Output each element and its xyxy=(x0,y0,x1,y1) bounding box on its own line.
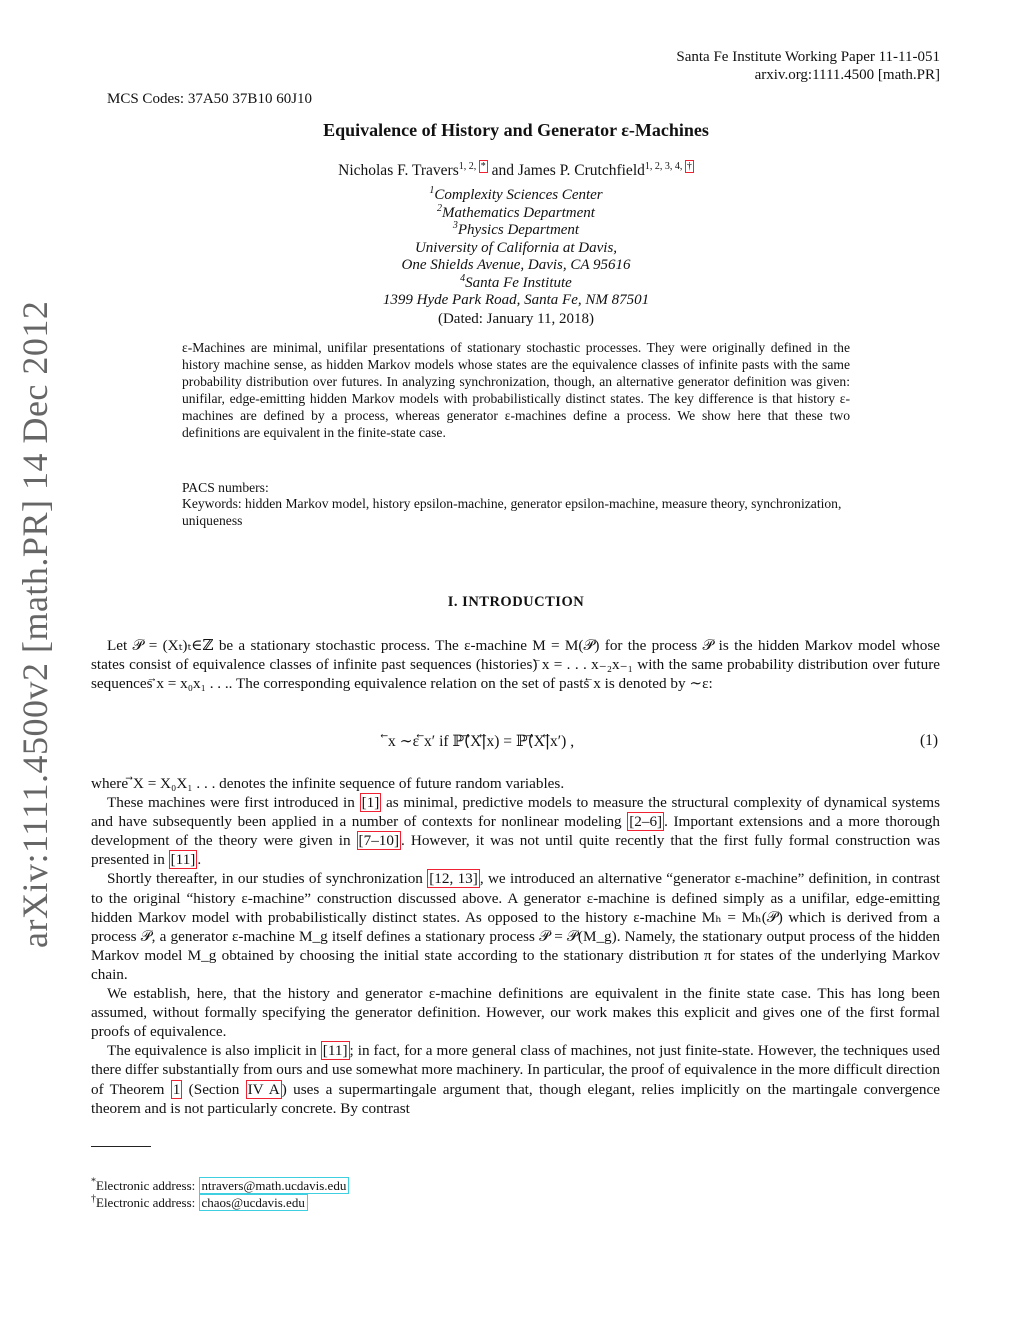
affiliations xyxy=(0,187,1024,310)
affiliation-line: One Shields Avenue, Davis, CA 95616 xyxy=(401,257,631,273)
author-travers: Nicholas F. Travers xyxy=(338,162,459,179)
paragraph-where: where ⃗X = X₀X₁ . . . denotes the infinite sequence of future random variables. xyxy=(91,775,565,792)
email-link-crutchfield[interactable]: chaos@ucdavis.edu xyxy=(199,1194,308,1211)
affiliation-line: University of California at Davis, xyxy=(414,239,618,256)
arxiv-sidebar-stamp: arXiv:1111.4500v2 [math.PR] 14 Dec 2012 xyxy=(15,300,55,948)
abstract: ε-Machines are minimal, unifilar presentations of stationary stochastic processes. They were originally defined in the history machine sense, as hidden Markov models whose states are the equivalence classes of infinite pasts with the same probability distribution over futures. In analyzing synchronization, though, an alternative generator definition was given: unifilar, edge-emitting hidden Markov models with probabilistically distinct states. The key difference is that history ε-machines are defined by a process, whereas generator ε-machines define a process. We show here that these two definitions are equivalent in the finite-state case. xyxy=(182,340,850,440)
author2-affil-sup: 1, 2, 3, 4, xyxy=(644,160,685,172)
affiliation-line: $^2$Mathematics Department xyxy=(437,202,595,221)
intro-text: Let 𝒫 = (Xₜ)ₜ∈ℤ be a stationary stochastic process. The ε-machine M = M(𝒫) for the process 𝒫 is the hidden Markov model whose states consist of equivalence classes of infinite past sequences (histories) ⃖x = . . . x₋₂x₋₁ with the same probability distribution over future sequences ⃗x = x₀x₁ . . .. The corresponding equivalence relation on the set of pasts ⃖x is denoted by ∼ε: xyxy=(91,637,940,693)
paragraph-history: These machines were first introduced in [1] as minimal, predictive models to measure the structural complexity of dynamical systems and have subsequently been applied in a number of contexts for nonlinear modeling [2–6] . Important extensions and a more thorough development of the theory were given in [7–10] . However, it was not until quite recently that the first fully formal construction was presented in [11] . xyxy=(91,794,940,869)
citation-link[interactable]: [2–6] xyxy=(629,813,663,831)
equation-number: (1) xyxy=(920,732,939,749)
body-text xyxy=(91,774,940,1118)
working-paper-number: Santa Fe Institute Working Paper 11-11-051 xyxy=(676,49,940,65)
footnote-link-dagger[interactable]: † xyxy=(686,160,692,172)
footnote-rule xyxy=(91,1146,151,1147)
intro-paragraph-1 xyxy=(91,636,940,693)
author-line xyxy=(0,162,1024,180)
theorem-link[interactable]: 1 xyxy=(172,1080,181,1098)
affiliation-line: $^4$Santa Fe Institute xyxy=(460,272,572,291)
pacs-numbers: PACS numbers: xyxy=(182,480,269,495)
author-crutchfield: James P. Crutchfield xyxy=(517,162,645,179)
section-link[interactable]: IV A xyxy=(247,1080,280,1098)
section-heading-introduction: I. INTRODUCTION xyxy=(447,594,585,610)
affiliation-line: $^1$Complexity Sciences Center xyxy=(429,185,603,203)
citation-link[interactable]: [1] xyxy=(361,794,380,812)
citation-link[interactable]: [7–10] xyxy=(358,832,400,850)
footnote-link-star[interactable]: * xyxy=(480,160,486,172)
citation-link[interactable]: [12, 13] xyxy=(429,870,478,888)
working-paper-header xyxy=(440,48,940,84)
footnote-crutchfield: †Electronic address: chaos@ucdavis.edu xyxy=(91,1194,349,1211)
author-and: and xyxy=(487,162,518,179)
msc-codes: MCS Codes: 37A50 37B10 60J10 xyxy=(107,91,313,107)
equation-1: ⃖x ∼ε ⃖x′ if ℙ(⃗X|⃖x) = ℙ(⃗X|⃖x′) , xyxy=(388,733,575,750)
citation-link[interactable]: [11] xyxy=(170,851,196,869)
paragraph-generator-definition: Shortly thereafter, in our studies of synchronization [12, 13] , we introduced an alternative “generator ε-machine” definition, in contrast to the original “history ε-machine” construction discussed above. A generator ε-machine is defined simply as a unifilar, edge-emitting hidden Markov model with probabilistically distinct states. As opposed to the history ε-machine Mₕ = Mₕ(𝒫) which is derived from a process 𝒫, a generator ε-machine M_g itself defines a stationary process 𝒫 = 𝒫(M_g). Namely, the stationary output process of the hidden Markov model M_g obtained by choosing the initial state according to the stationary distribution π for states of the underlying Markov chain. xyxy=(91,870,940,983)
footnotes xyxy=(91,1177,349,1211)
citation-link[interactable]: [11] xyxy=(322,1042,348,1060)
keywords: Keywords: hidden Markov model, history epsilon-machine, generator epsilon-machine, measure theory, synchronization, uniqueness xyxy=(182,496,842,528)
email-link-travers[interactable]: ntravers@math.ucdavis.edu xyxy=(199,1177,350,1194)
author1-affil-sup: 1, 2, xyxy=(458,160,479,172)
affiliation-line: 1399 Hyde Park Road, Santa Fe, NM 87501 xyxy=(382,292,650,308)
paragraph-establish: We establish, here, that the history and generator ε-machine definitions are equivalent in the finite state case. This has long been assumed, without formally specifying the generator definition. However, our work makes this explicit and gives one of the first formal proofs of equivalence. xyxy=(91,985,940,1041)
paper-title: Equivalence of History and Generator ε-Machines xyxy=(323,120,709,140)
arxiv-identifier: arxiv.org:1111.4500 [math.PR] xyxy=(754,67,940,83)
affiliation-line: $^3$Physics Department xyxy=(452,220,580,238)
footnote-travers: *Electronic address: ntravers@math.ucdavis.edu xyxy=(91,1177,349,1194)
paragraph-equivalence: The equivalence is also implicit in [11] ; in fact, for a more general class of machines, not just finite-state. However, the techniques used there differ substantially from ours and use somewhat more machinery. In particular, the proof of equivalence in the more difficult direction of Theorem 1 (Section IV A ) uses a supermartingale argument that, though elegant, relies implicitly on the martingale convergence theorem and is not particularly concrete. By contrast xyxy=(91,1042,940,1117)
dated-line: (Dated: January 11, 2018) xyxy=(437,311,595,327)
